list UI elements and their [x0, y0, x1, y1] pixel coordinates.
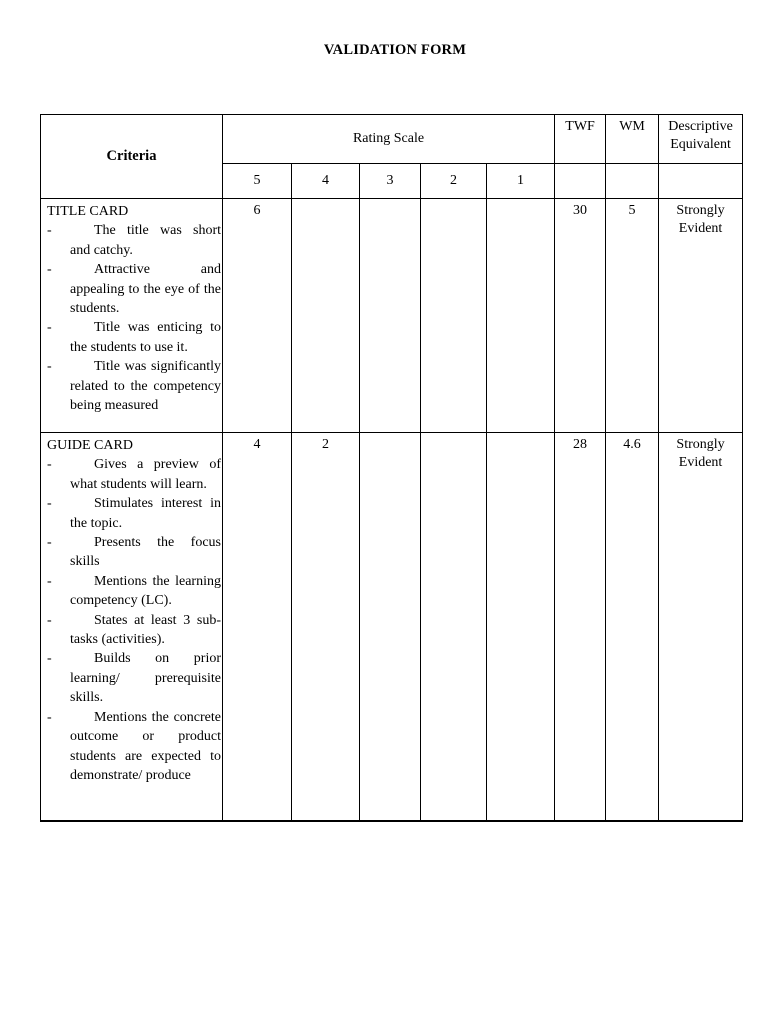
rating-2-value: [421, 433, 487, 821]
rating-1-value: [487, 199, 555, 433]
scale-5: 5: [223, 164, 292, 199]
criteria-list: [47, 455, 221, 785]
wm-value: 4.6: [606, 433, 659, 821]
list-item: - Title was significantly related to the competency being measured: [47, 357, 221, 415]
table-row-title-card: [41, 199, 743, 433]
criteria-cell: [41, 433, 223, 821]
wm-value: 5: [606, 199, 659, 433]
twf-value: 28: [555, 433, 606, 821]
list-item: - States at least 3 sub-tasks (activities).: [47, 611, 221, 650]
twf-header: TWF: [555, 115, 606, 164]
wm-header: WM: [606, 115, 659, 164]
form-title: VALIDATION FORM: [323, 42, 467, 58]
criteria-header: Criteria: [41, 115, 223, 199]
descriptive-value: Strongly Evident: [659, 433, 743, 821]
wm-scale-cell: [606, 164, 659, 199]
rating-5-value: 4: [223, 433, 292, 821]
list-item: - Mentions the concrete outcome or product students are expected to demonstrate/ produce: [47, 708, 221, 786]
rating-4-value: [292, 199, 360, 433]
criteria-list: [47, 221, 221, 415]
list-item: - Presents the focus skills: [47, 533, 221, 572]
twf-scale-cell: [555, 164, 606, 199]
list-item: - Stimulates interest in the topic.: [47, 494, 221, 533]
criteria-heading: GUIDE CARD: [47, 438, 133, 453]
rating-3-value: [360, 433, 421, 821]
list-item: - Mentions the learning competency (LC).: [47, 572, 221, 611]
scale-4: 4: [292, 164, 360, 199]
scale-1: 1: [487, 164, 555, 199]
validation-table: [40, 114, 743, 822]
list-item: - Title was enticing to the students to use it.: [47, 318, 221, 357]
rating-4-value: 2: [292, 433, 360, 821]
table-row-guide-card: [41, 433, 743, 821]
list-item: - Attractive and appealing to the eye of the students.: [47, 260, 221, 318]
header-row: [41, 115, 743, 164]
scale-3: 3: [360, 164, 421, 199]
scale-2: 2: [421, 164, 487, 199]
rating-1-value: [487, 433, 555, 821]
list-item: - Builds on prior learning/ prerequisite skills.: [47, 649, 221, 707]
descriptive-header: Descriptive Equivalent: [659, 115, 743, 164]
descriptive-value: Strongly Evident: [659, 199, 743, 433]
criteria-heading: TITLE CARD: [47, 204, 129, 219]
descriptive-scale-cell: [659, 164, 743, 199]
twf-value: 30: [555, 199, 606, 433]
list-item: - The title was short and catchy.: [47, 221, 221, 260]
rating-3-value: [360, 199, 421, 433]
criteria-cell: [41, 199, 223, 433]
rating-5-value: 6: [223, 199, 292, 433]
list-item: - Gives a preview of what students will learn.: [47, 455, 221, 494]
rating-2-value: [421, 199, 487, 433]
rating-scale-header: Rating Scale: [223, 115, 555, 164]
